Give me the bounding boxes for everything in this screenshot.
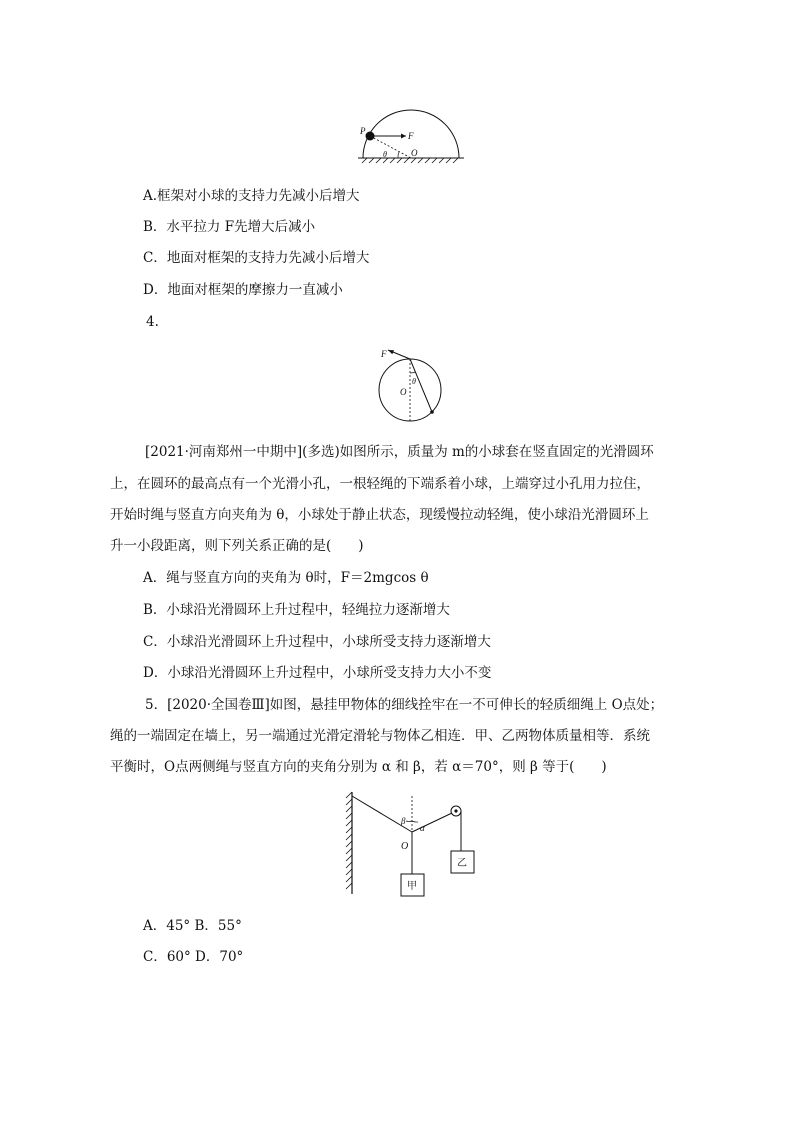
q4-number: 4. — [146, 314, 159, 330]
q3-option-c: C．地面对框架的支持力先减小后增大 — [143, 250, 370, 266]
semicircle-frame-figure — [350, 108, 470, 170]
q3-option-d: D．地面对框架的摩擦力一直减小 — [143, 282, 343, 298]
ball-p — [366, 132, 375, 141]
q4-stem-line-1: [2021·河南郑州一中期中](多选)如图所示，质量为 m的小球套在竖直固定的光滑圆环 — [145, 444, 654, 460]
q4-option-a: A．绳与竖直方向的夹角为 θ时，F＝2mgcos θ — [143, 570, 429, 586]
q5-option-ab: A．45° B．55° — [143, 918, 242, 934]
label-o: O — [411, 148, 418, 158]
q4-option-b: B．小球沿光滑圆环上升过程中，轻绳拉力逐渐增大 — [143, 602, 450, 618]
q5-option-cd: C．60° D．70° — [143, 949, 244, 965]
label-theta: θ — [412, 377, 416, 386]
q3-option-b: B．水平拉力 F先增大后减小 — [143, 219, 316, 235]
pulley-figure — [340, 788, 480, 902]
label-f: F — [381, 349, 387, 359]
label-jia: 甲 — [407, 881, 417, 892]
label-o: O — [401, 841, 409, 852]
ring-figure — [372, 346, 452, 428]
label-o: O — [400, 387, 407, 397]
q4-option-d: D．小球沿光滑圆环上升过程中，小球所受支持力大小不变 — [143, 665, 492, 681]
label-beta: β — [401, 816, 406, 826]
label-alpha: α — [420, 823, 425, 833]
q4-stem-line-3: 开始时绳与竖直方向夹角为 θ，小球处于静止状态，现缓慢拉动轻绳，使小球沿光滑圆环上 — [110, 507, 649, 523]
label-p: P — [360, 126, 366, 136]
q4-stem-line-4: 升一小段距离，则下列关系正确的是( ) — [110, 538, 364, 554]
q4-option-c: C．小球沿光滑圆环上升过程中，小球所受支持力逐渐增大 — [143, 634, 491, 650]
q5-stem-line-1: 5．[2020·全国卷Ⅲ]如图，悬挂甲物体的细线拴牢在一不可伸长的轻质细绳上 O点处； — [145, 697, 664, 713]
label-theta: θ — [383, 150, 387, 159]
q5-stem-line-2: 绳的一端固定在墙上，另一端通过光滑定滑轮与物体乙相连．甲、乙两物体质量相等．系统 — [110, 728, 650, 744]
q5-stem-line-3: 平衡时，O点两侧绳与竖直方向的夹角分别为 α 和 β，若 α＝70°，则 β 等于( ) — [110, 759, 607, 775]
label-f: F — [408, 131, 414, 141]
label-yi: 乙 — [457, 858, 467, 869]
q3-option-a: A.框架对小球的支持力先减小后增大 — [143, 188, 360, 204]
q4-stem-line-2: 上，在圆环的最高点有一个光滑小孔，一根轻绳的下端系着小球，上端穿过小孔用力拉住， — [110, 476, 650, 492]
